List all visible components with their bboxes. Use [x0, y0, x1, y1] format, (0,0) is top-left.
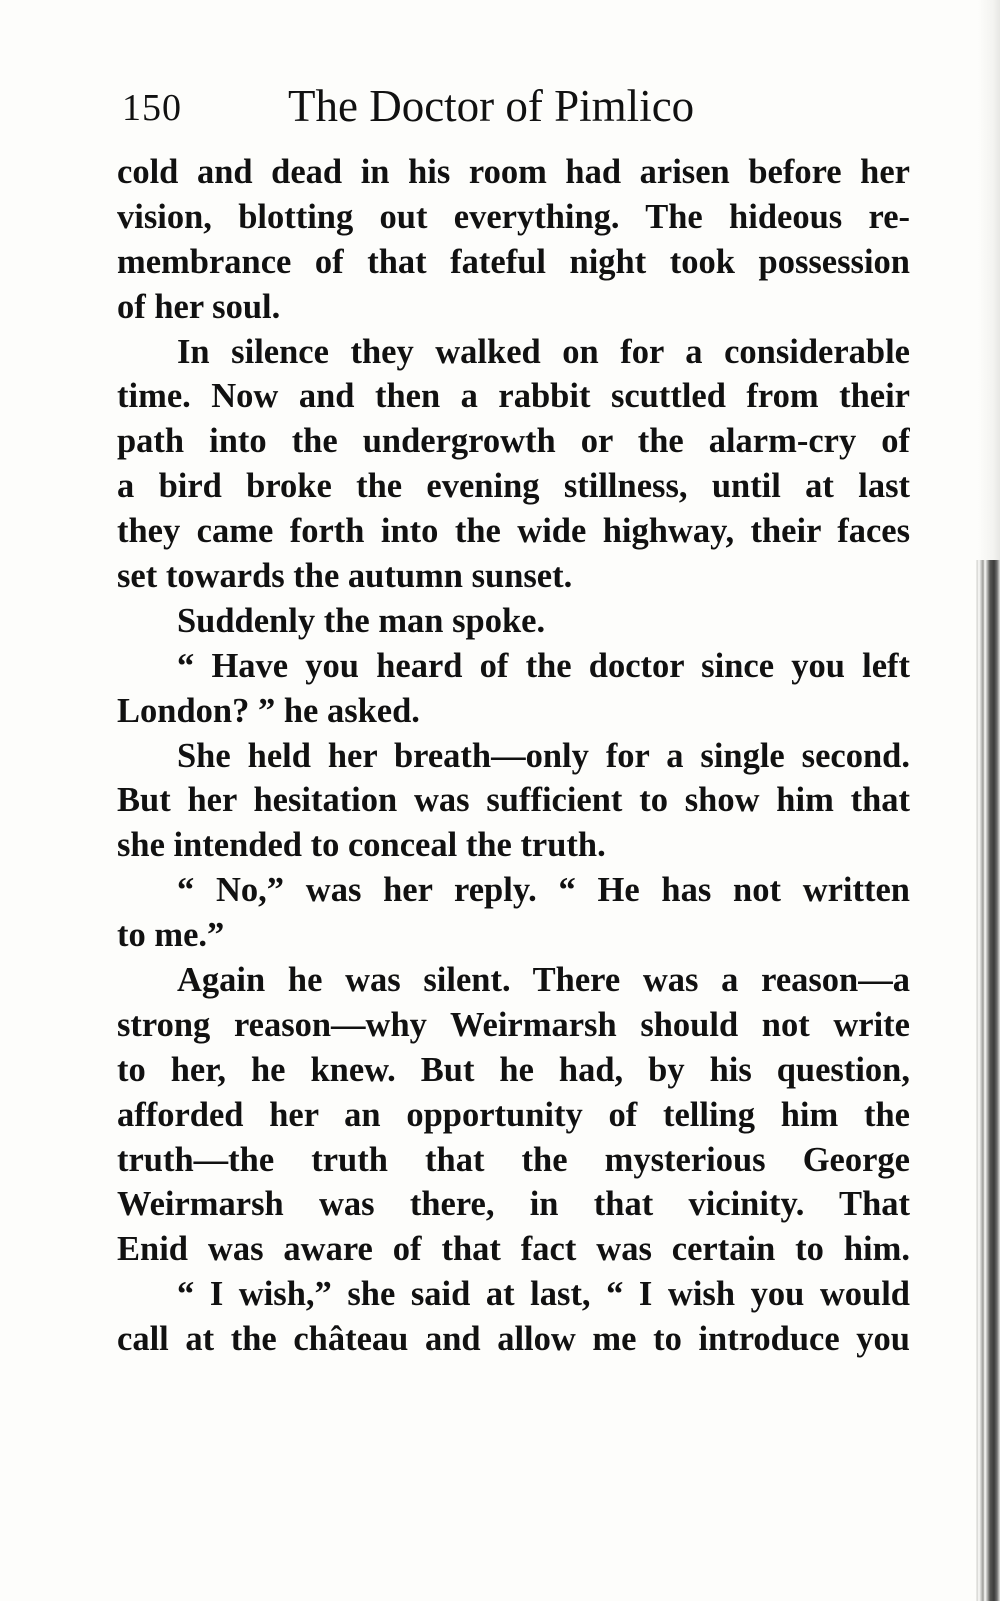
text-line: vision, blotting out everything. The hideous re-	[117, 197, 910, 236]
text-line: London? ” he asked.	[117, 691, 420, 730]
text-line: path into the undergrowth or the alarm-cry of	[117, 422, 910, 461]
text-line: But her hesitation was sufficient to show him that	[117, 781, 910, 820]
text-line: she intended to conceal the truth.	[117, 826, 606, 865]
text-line: “ Have you heard of the doctor since you left	[177, 646, 910, 685]
text-line: cold and dead in his room had arisen before her	[117, 153, 910, 191]
page-edge-shadow-top	[978, 0, 1000, 560]
text-line: “ No,” was her reply. “ He has not written	[177, 871, 910, 910]
text-line: membrance of that fateful night took possession	[117, 242, 910, 281]
text-line: She held her breath—only for a single second.	[177, 736, 910, 775]
text-line: In silence they walked on for a considerable	[177, 332, 910, 371]
page-header	[122, 80, 922, 140]
text-line: “ I wish,” she said at last, “ I wish you would	[177, 1275, 910, 1314]
text-line: time. Now and then a rabbit scuttled from their	[117, 377, 910, 416]
text-line: of her soul.	[117, 287, 281, 326]
text-line: to me.”	[117, 916, 225, 955]
text-line: Enid was aware of that fact was certain to him.	[117, 1230, 910, 1269]
text-line: truth—the truth that the mysterious George	[117, 1140, 910, 1179]
text-line: afforded her an opportunity of telling him the	[117, 1095, 910, 1134]
text-line: Suddenly the man spoke.	[177, 601, 546, 640]
body-text	[117, 150, 910, 1362]
running-title: The Doctor of Pimlico	[288, 81, 695, 131]
text-line: to her, he knew. But he had, by his question,	[117, 1050, 910, 1089]
page-edge-binding	[966, 560, 1000, 1601]
text-line: a bird broke the evening stillness, until at last	[117, 467, 910, 506]
text-line: they came forth into the wide highway, their faces	[117, 512, 910, 551]
page-number: 150	[122, 87, 182, 129]
text-line: strong reason—why Weirmarsh should not write	[117, 1005, 910, 1044]
text-line: Weirmarsh was there, in that vicinity. That	[117, 1185, 910, 1224]
text-line: set towards the autumn sunset.	[117, 557, 573, 596]
text-line: call at the château and allow me to introduce you	[117, 1320, 910, 1359]
text-line: Again he was silent. There was a reason—a	[177, 961, 910, 1000]
